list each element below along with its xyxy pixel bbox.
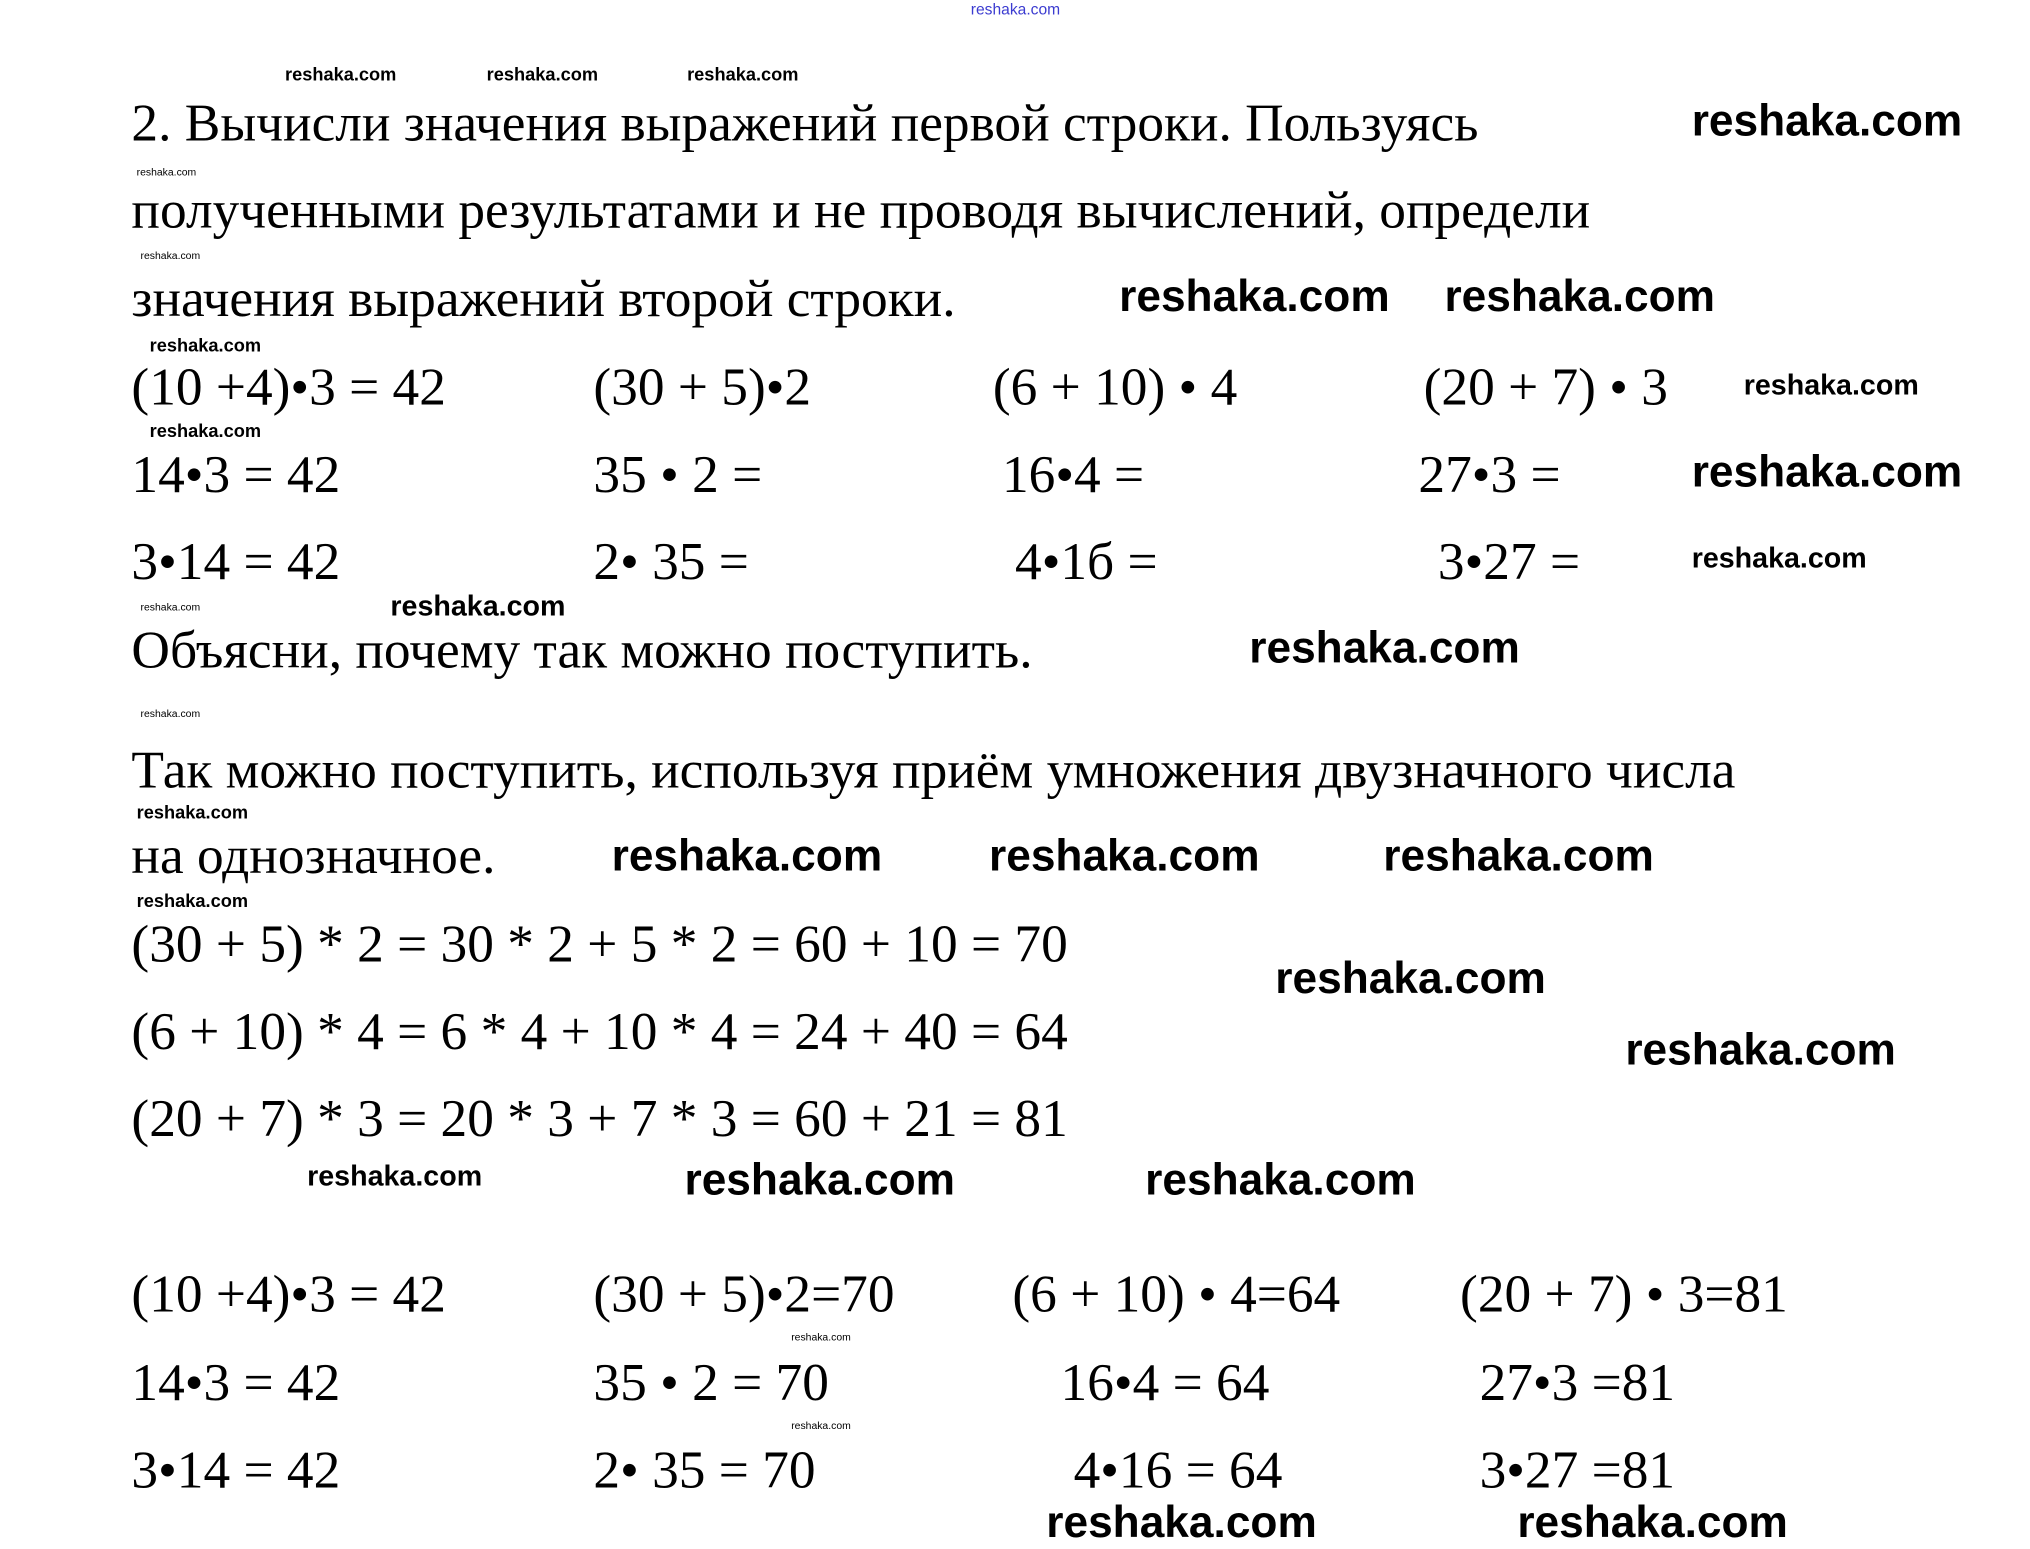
answer-cell: 3•14 = 42 — [131, 1439, 341, 1500]
problem-cell: 4•1б = — [1015, 530, 1158, 591]
problem-cell: (6 + 10) • 4 — [992, 356, 1238, 417]
watermark: reshaka.com — [988, 831, 1260, 881]
watermark: reshaka.com — [1383, 831, 1654, 881]
watermark: reshaka.com — [1046, 1497, 1317, 1548]
watermark: reshaka.com — [486, 63, 599, 85]
watermark: reshaka.com — [149, 420, 262, 442]
watermark: reshaka.com — [390, 589, 566, 623]
answer-cell: (10 +4)•3 = 42 — [131, 1263, 446, 1324]
answer-cell: 3•27 =81 — [1479, 1439, 1676, 1500]
watermark: reshaka.com — [1691, 541, 1867, 574]
watermark: reshaka.com — [791, 1419, 851, 1432]
watermark: reshaka.com — [1145, 1155, 1416, 1206]
problem-cell: 35 • 2 = — [593, 443, 763, 504]
problem-line: полученными результатами и не проводя вычислений, определи — [131, 179, 1591, 240]
problem-cell: (20 + 7) • 3 — [1423, 356, 1669, 417]
answer-cell: (20 + 7) • 3=81 — [1460, 1263, 1788, 1324]
watermark: reshaka.com — [1517, 1497, 1788, 1548]
problem-cell: 3•27 = — [1437, 530, 1581, 591]
watermark: reshaka.com — [136, 166, 197, 179]
watermark: reshaka.com — [284, 63, 397, 85]
answer-cell: 4•16 = 64 — [1073, 1439, 1283, 1500]
watermark: reshaka.com — [1275, 953, 1546, 1004]
watermark: reshaka.com — [140, 707, 201, 720]
problem-line: 2. Вычисли значения выражений первой строки. Пользуясь — [131, 92, 1479, 153]
problem-cell: (30 + 5)•2 — [593, 356, 812, 417]
answer-cell: 14•3 = 42 — [131, 1352, 341, 1412]
watermark: reshaka.com — [1743, 368, 1919, 401]
watermark: reshaka.com — [1625, 1025, 1896, 1075]
answer-expression: (20 + 7) * 3 = 20 * 3 + 7 * 3 = 60 + 21 = 81 — [131, 1087, 1068, 1148]
watermark: reshaka.com — [684, 1155, 956, 1206]
watermark: reshaka.com — [140, 601, 201, 613]
watermark: reshaka.com — [1691, 447, 1963, 498]
watermark: reshaka.com — [687, 63, 799, 85]
watermark: reshaka.com — [1444, 271, 1715, 322]
problem-cell: 3•14 = 42 — [131, 530, 341, 591]
problem-cell: 2• 35 = — [593, 530, 749, 591]
answer-line: на однозначное. — [131, 825, 496, 885]
watermark: reshaka.com — [611, 831, 883, 881]
answer-cell: 27•3 =81 — [1479, 1352, 1676, 1412]
watermark: reshaka.com — [970, 0, 1061, 19]
watermark: reshaka.com — [136, 801, 249, 823]
answer-cell: 2• 35 = 70 — [593, 1439, 816, 1500]
watermark: reshaka.com — [136, 890, 249, 911]
answer-expression: (6 + 10) * 4 = 6 * 4 + 10 * 4 = 24 + 40 = 64 — [131, 1000, 1068, 1061]
watermark: reshaka.com — [1249, 623, 1520, 673]
problem-cell: 16•4 = — [1002, 443, 1145, 504]
problem-cell: 14•3 = 42 — [131, 443, 341, 504]
watermark: reshaka.com — [1119, 271, 1390, 322]
problem-question: Объясни, почему так можно поступить. — [131, 619, 1033, 680]
problem-cell: (10 +4)•3 = 42 — [131, 356, 446, 417]
problem-cell: 27•3 = — [1418, 443, 1561, 504]
watermark: reshaka.com — [140, 249, 201, 262]
answer-cell: 35 • 2 = 70 — [593, 1352, 829, 1412]
problem-line: значения выражений второй строки. — [131, 268, 956, 328]
watermark: reshaka.com — [791, 1331, 851, 1343]
answer-cell: 16•4 = 64 — [1060, 1352, 1270, 1412]
answer-cell: (6 + 10) • 4=64 — [1012, 1263, 1341, 1324]
answer-expression: (30 + 5) * 2 = 30 * 2 + 5 * 2 = 60 + 10 = 70 — [131, 913, 1068, 974]
answer-cell: (30 + 5)•2=70 — [593, 1263, 895, 1324]
watermark: reshaka.com — [149, 334, 262, 356]
watermark: reshaka.com — [307, 1159, 483, 1192]
answer-line: Так можно поступить, используя приём умножения двузначного числа — [131, 739, 1736, 799]
watermark: reshaka.com — [1691, 96, 1963, 146]
